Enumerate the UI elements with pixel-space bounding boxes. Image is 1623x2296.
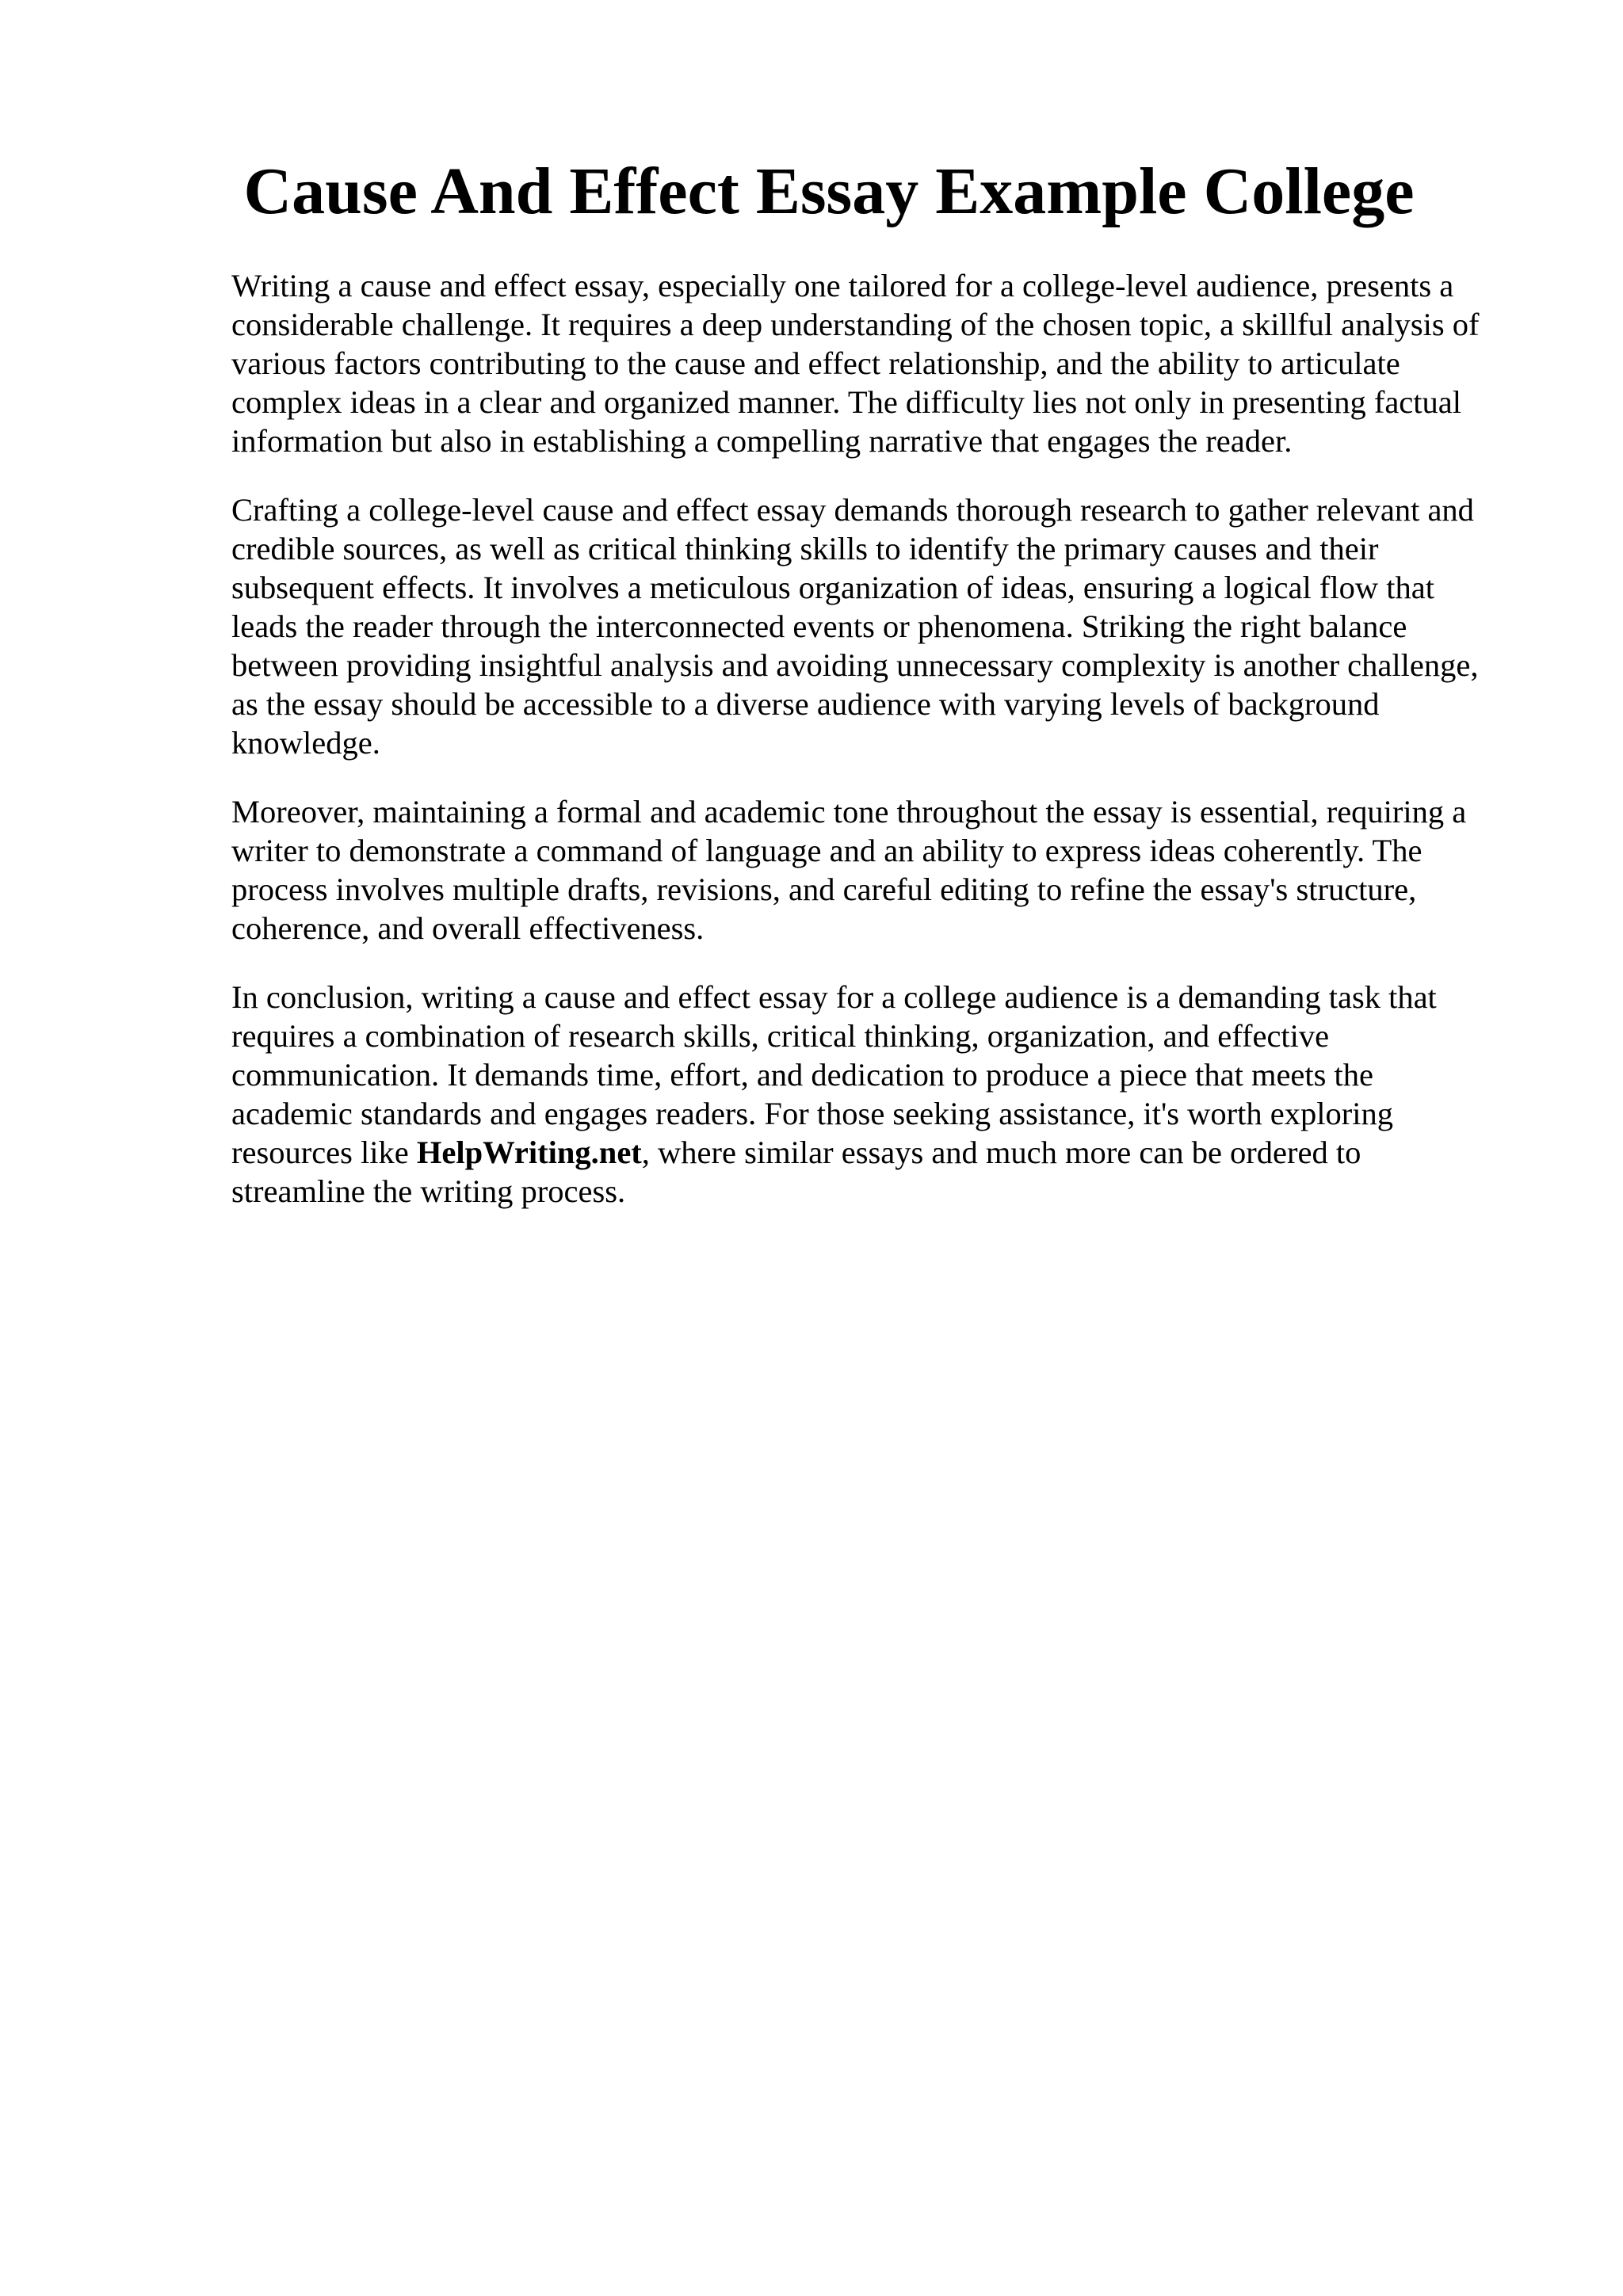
document-title: Cause And Effect Essay Example College — [243, 154, 1415, 228]
text-line: streamline the writing process. — [231, 1173, 626, 1209]
text-line: knowledge. — [231, 725, 380, 761]
link-suffix-text: , where similar essays and much more can be ordered to — [641, 1135, 1361, 1170]
text-line: various factors contributing to the cause and effect relationship, and the ability to articulate — [231, 345, 1400, 381]
text-line: leads the reader through the interconnected events or phenomena. Striking the right balance — [231, 608, 1407, 644]
link-prefix-text: resources like — [231, 1135, 417, 1170]
text-line: Writing a cause and effect essay, especially one tailored for a college-level audience, presents a — [231, 268, 1454, 303]
text-line: academic standards and engages readers. For those seeking assistance, it's worth exploring — [231, 1096, 1393, 1131]
paragraph-1 — [231, 266, 1531, 460]
paragraph-3 — [231, 792, 1531, 948]
text-line: Crafting a college-level cause and effect essay demands thorough research to gather relevant and — [231, 492, 1474, 528]
text-line: as the essay should be accessible to a diverse audience with varying levels of background — [231, 686, 1380, 722]
helpwriting-link[interactable]: HelpWriting.net — [416, 1135, 642, 1170]
text-line-with-link — [231, 1133, 1531, 1172]
text-line: In conclusion, writing a cause and effect essay for a college audience is a demanding task that — [231, 979, 1437, 1015]
text-line: considerable challenge. It requires a deep understanding of the chosen topic, a skillful analysis of — [231, 307, 1480, 342]
text-line: requires a combination of research skills, critical thinking, organization, and effective — [231, 1018, 1330, 1054]
text-line: between providing insightful analysis and avoiding unnecessary complexity is another challenge, — [231, 647, 1479, 683]
text-line: process involves multiple drafts, revisions, and careful editing to refine the essay's structure, — [231, 871, 1417, 907]
text-line: Moreover, maintaining a formal and academic tone throughout the essay is essential, requiring a — [231, 794, 1467, 830]
paragraph-2 — [231, 490, 1531, 762]
text-line: subsequent effects. It involves a meticulous organization of ideas, ensuring a logical flow that — [231, 570, 1434, 605]
text-line: writer to demonstrate a command of language and an ability to express ideas coherently. The — [231, 833, 1423, 868]
document-body — [231, 266, 1531, 1241]
text-line: credible sources, as well as critical thinking skills to identify the primary causes and their — [231, 531, 1379, 566]
text-line: complex ideas in a clear and organized manner. The difficulty lies not only in presenting factual — [231, 384, 1462, 420]
paragraph-4 — [231, 978, 1531, 1211]
text-line: communication. It demands time, effort, and dedication to produce a piece that meets the — [231, 1057, 1374, 1093]
text-line: information but also in establishing a compelling narrative that engages the reader. — [231, 423, 1293, 459]
text-line: coherence, and overall effectiveness. — [231, 910, 705, 946]
